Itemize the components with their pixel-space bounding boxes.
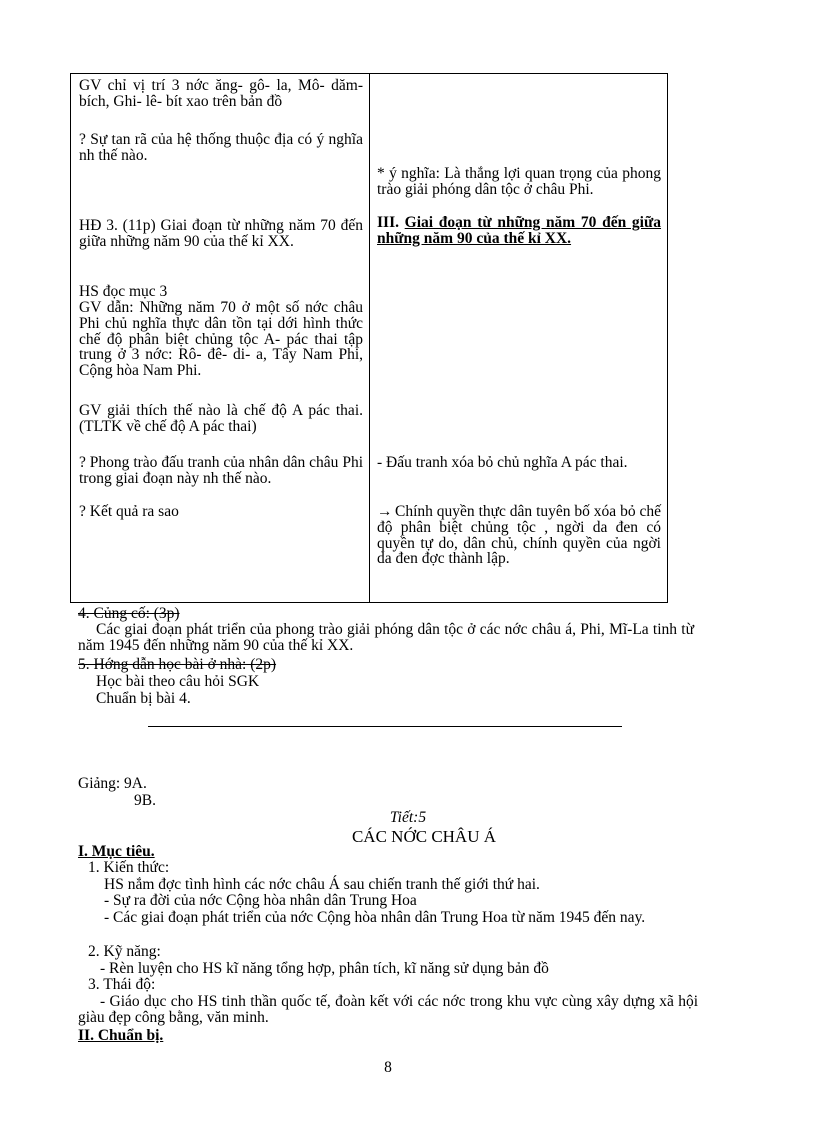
left-cell-question-meaning: ? Sự tan rã của hệ thống thuộc địa có ý nghĩa nh thế nào.: [79, 131, 363, 164]
consolidate-text: Các giai đoạn phát triển của phong trào giải phóng dân tộc ở các nớc châu á, Phi, Mĩ-La tinh từ năm 1945 đến những năm 90 của thế kỉ XX.: [78, 621, 694, 654]
right-cell-result: [377, 504, 661, 567]
objectives-heading: I. Mục tiêu.: [78, 843, 155, 860]
attitude-heading: 3. Thái độ:: [88, 976, 156, 993]
attitude-item-1: - Giáo dục cho HS tinh thần quốc tế, đoàn kết với các nớc trong khu vực cùng xây dựng xã hội giàu đẹp công bằng, văn minh.: [78, 993, 698, 1026]
right-cell-meaning: * ý nghĩa: Là thắng lợi quan trọng của phong trào giải phóng dân tộc ở châu Phi.: [377, 165, 661, 198]
lesson-title: CÁC NỚC CHÂU Á: [351, 827, 497, 846]
section-3-title: Giai đoạn từ những năm 70 đến giữa những năm 90 của thế kỉ XX.: [377, 214, 662, 247]
consolidate-heading: 4. Củng cố: (3p): [78, 605, 180, 622]
teaching-class-9a: Giảng: 9A.: [78, 775, 147, 792]
page-number: 8: [384, 1059, 392, 1076]
lesson-number: Tiết:5: [389, 809, 427, 826]
homework-line-2: Chuẩn bị bài 4.: [96, 690, 191, 707]
homework-heading: 5. Hớng dẫn học bài ở nhà: (2p): [78, 656, 277, 673]
left-cell-activity-3: HĐ 3. (11p) Giai đoạn từ những năm 70 đến giữa những năm 90 của thế kỉ XX.: [79, 217, 363, 250]
arrow-icon: →: [377, 503, 393, 520]
left-cell-question-result: ? Kết quả ra sao: [79, 503, 179, 520]
skills-item-1: - Rèn luyện cho HS kĩ năng tổng hợp, phân tích, kĩ năng sử dụng bản đồ: [100, 960, 549, 977]
knowledge-item-1: HS nắm đợc tình hình các nớc châu Á sau chiến tranh thế giới thứ hai.: [104, 876, 540, 893]
left-cell-map: GV chỉ vị trí 3 nớc ăng- gô- la, Mô- dăm- bích, Ghi- lê- bít xao trên bản đồ: [79, 77, 363, 110]
lesson-table: [70, 73, 668, 603]
left-cell-question-struggle: ? Phong trào đấu tranh của nhân dân châu Phi trong giai đoạn này nh thế nào.: [79, 454, 363, 487]
left-cell-read: HS đọc mục 3: [79, 283, 168, 300]
skills-heading: 2. Kỹ năng:: [88, 943, 161, 960]
table-divider: [369, 74, 370, 602]
teaching-class-9b: 9B.: [134, 792, 156, 809]
knowledge-heading: 1. Kiến thức:: [88, 859, 170, 876]
knowledge-item-2: - Sự ra đời của nớc Cộng hòa nhân dân Trung Hoa: [104, 892, 417, 909]
result-text: Chính quyền thực dân tuyên bố xóa bỏ chế độ phân biệt chủng tộc , ngời da đen có quyền tự do, dân chủ, chính quyền của ngời da đen đợc thành lập.: [377, 503, 661, 568]
left-cell-apartheid: GV giải thích thế nào là chế độ A pác thai. (TLTK về chế độ A pác thai): [79, 402, 363, 435]
right-cell-section-3: [377, 215, 661, 247]
section-divider: [148, 726, 622, 727]
knowledge-item-3: - Các giai đoạn phát triển của nớc Cộng hòa nhân dân Trung Hoa từ năm 1945 đến nay.: [104, 909, 646, 926]
homework-line-1: Học bài theo câu hỏi SGK: [96, 673, 260, 690]
right-cell-struggle: - Đấu tranh xóa bỏ chủ nghĩa A pác thai.: [377, 454, 628, 471]
section-3-number: III.: [377, 214, 399, 231]
prep-heading: II. Chuẩn bị.: [78, 1027, 164, 1044]
left-cell-teacher-intro: GV dẫn: Những năm 70 ở một số nớc châu Phi chủ nghĩa thực dân tồn tại dới hình thức chế độ phân biệt chủng tộc A- pác thai tập trung ở 3 nớc: Rô- đê- di- a, Tây Nam Phi, Cộng hòa Nam Phi.: [79, 299, 363, 380]
